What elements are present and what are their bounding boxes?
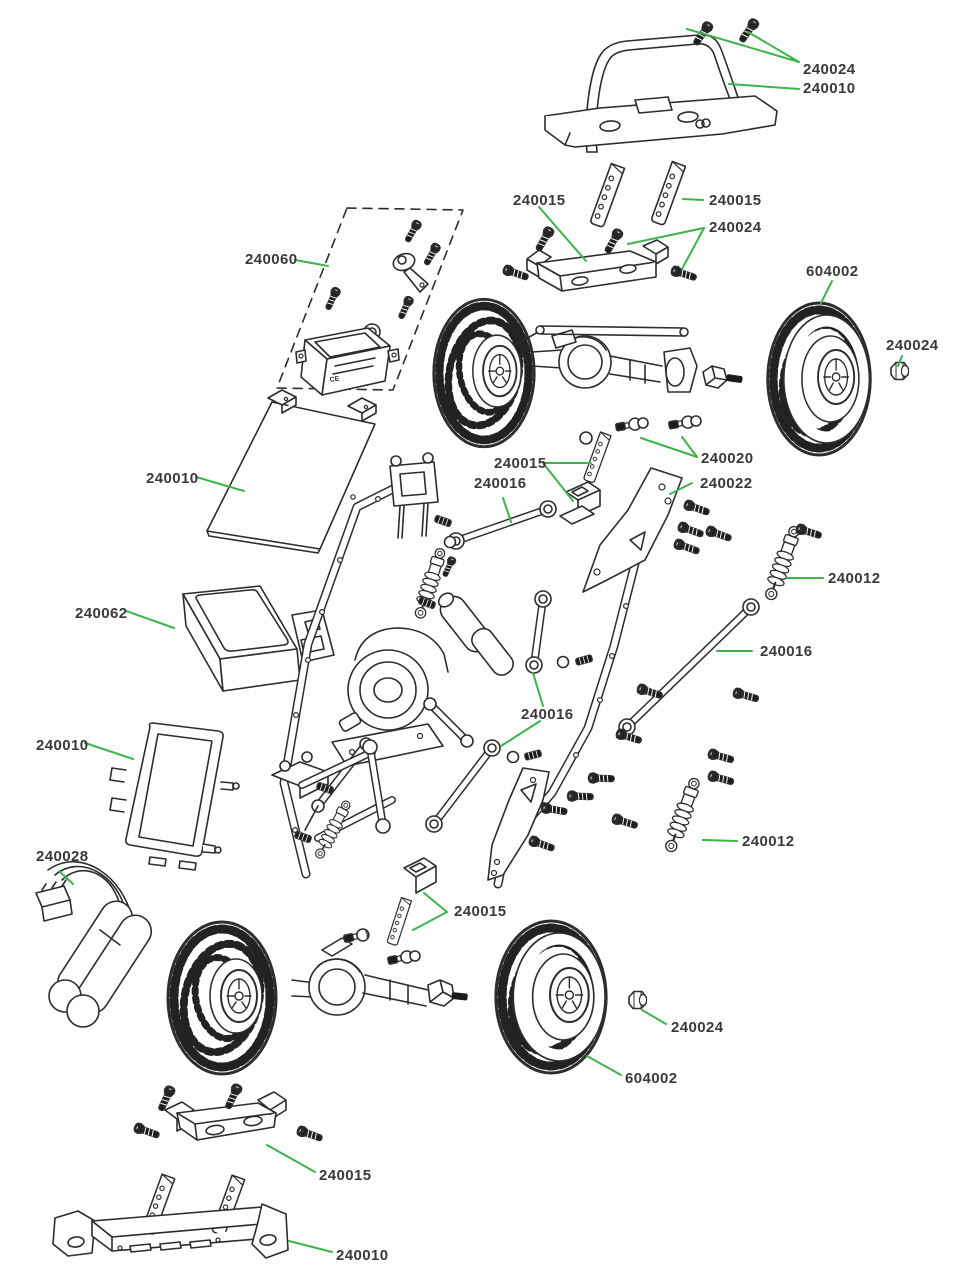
callout-240015-bumper-mount: 240015 <box>319 1167 372 1184</box>
callout-240024-rear-nut: 240024 <box>671 1019 724 1036</box>
callout-240020-ball-studs: 240020 <box>701 450 754 467</box>
battery-tray <box>110 723 239 870</box>
leader-battery-tray <box>85 743 133 759</box>
rear-left-wheel <box>168 922 276 1074</box>
callout-240016-upper-link: 240016 <box>760 643 813 660</box>
callout-240024-brace-screws: 240024 <box>709 219 762 236</box>
rear-right-wheel <box>496 921 606 1073</box>
leader-esc <box>126 611 174 628</box>
rear-axle-assembly <box>168 922 468 1074</box>
rear-shock-absorber <box>661 776 703 854</box>
callout-240024-front-screws: 240024 <box>803 61 856 78</box>
chassis-assembly <box>272 453 804 946</box>
front-right-wheel <box>768 303 871 455</box>
callout-240010-front-bumper: 240010 <box>803 80 856 97</box>
callout-604002-front-wheel: 604002 <box>806 263 859 280</box>
front-wheel-nut <box>891 363 909 380</box>
chassis-side-plate-lower <box>488 768 549 880</box>
callout-240015-rear-mount: 240015 <box>454 903 507 920</box>
callout-240060-servo: 240060 <box>245 251 298 268</box>
front-shock-absorber <box>761 524 803 602</box>
leader-ball-studs <box>641 437 697 457</box>
servo-ce-marking: CE <box>329 375 340 384</box>
front-body-mount-brace <box>527 240 668 291</box>
callout-240015-body-posts: 240015 <box>709 192 762 209</box>
leader-rear-shock <box>703 840 737 841</box>
leader-rear-bumper <box>289 1241 332 1252</box>
shock-tower <box>390 453 438 538</box>
center-suspension-link-lower <box>426 740 500 832</box>
body-posts <box>590 162 686 228</box>
steering-link <box>448 501 556 549</box>
center-suspension-link-upper <box>526 591 551 673</box>
leader-body-posts <box>683 199 703 200</box>
callout-240016-center-links: 240016 <box>521 706 574 723</box>
rear-bumper <box>53 1174 288 1258</box>
callout-240015-front-brace: 240015 <box>513 192 566 209</box>
callout-240024-front-nut: 240024 <box>886 337 939 354</box>
upper-suspension-link <box>619 599 759 735</box>
callout-240012-rear-shock: 240012 <box>742 833 795 850</box>
callout-240012-front-shock: 240012 <box>828 570 881 587</box>
leader-steering-link <box>503 498 511 522</box>
parts-artwork <box>36 17 909 1258</box>
leader-rear-wheel-nut <box>642 1010 666 1024</box>
leader-servo-set <box>295 260 328 266</box>
leader-rear-body-mount <box>413 893 447 930</box>
callout-240022-side-plate: 240022 <box>700 475 753 492</box>
battery-pack <box>36 862 157 1027</box>
front-left-wheel <box>434 299 534 446</box>
callout-240062-esc: 240062 <box>75 605 128 622</box>
callout-240010-rear-bumper: 240010 <box>336 1247 389 1264</box>
callout-240028-battery: 240028 <box>36 848 89 865</box>
front-bumper <box>545 35 777 152</box>
rear-wheel-nut <box>629 992 647 1009</box>
rear-bumper-mount <box>165 1092 286 1140</box>
leader-front-bumper <box>729 84 799 89</box>
leader-front-right-wheel <box>821 281 832 303</box>
callout-240010-tray: 240010 <box>36 737 89 754</box>
leader-rear-right-wheel <box>587 1056 621 1075</box>
callout-604002-rear-wheel: 604002 <box>625 1070 678 1087</box>
leader-rear-bumper-mount <box>267 1145 315 1172</box>
callout-240015-center-mount: 240015 <box>494 455 547 472</box>
callout-240016-steering-link: 240016 <box>474 475 527 492</box>
callout-240010-plate: 240010 <box>146 470 199 487</box>
